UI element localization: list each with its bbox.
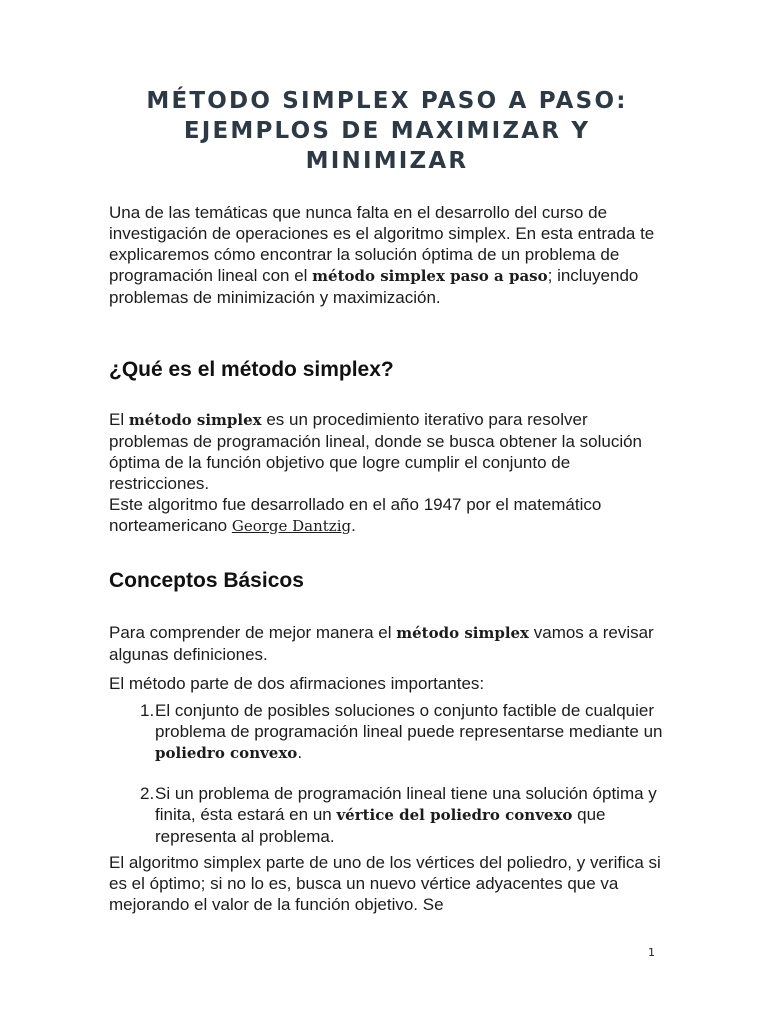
list-item-number: 1.: [140, 701, 155, 720]
page-number: 1: [648, 946, 655, 959]
what-p1-after: es un procedimiento iterativo para resolver problemas de programación lineal, donde se busca obtener la solución óptima de la función objetivo que logre cumplir el conjunto de restricciones.: [109, 410, 643, 493]
what-paragraph-1: [109, 409, 665, 494]
basic-paragraph-1: [109, 622, 665, 665]
page-title: [109, 86, 665, 176]
basic-p1-before: Para comprender de mejor manera el: [109, 623, 397, 642]
what-p1-bold-term: método simplex: [128, 411, 262, 429]
intro-text-after: ; incluyendo problemas de minimización y maximización.: [109, 266, 639, 307]
what-paragraph-block: [109, 409, 665, 537]
list-item-text-before: El conjunto de posibles soluciones o conjunto factible de cualquier problema de programación lineal puede representarse mediante un: [155, 701, 663, 741]
list-item: [109, 783, 665, 847]
list-item-text-after: que representa al problema.: [155, 805, 606, 846]
list-item-text-after: .: [297, 743, 303, 762]
list-item: [109, 700, 665, 764]
title-line-1: MÉTODO SIMPLEX PASO A PASO:: [146, 88, 628, 114]
george-dantzig-link[interactable]: George Dantzig: [231, 517, 352, 535]
title-line-3: MINIMIZAR: [305, 148, 469, 174]
intro-paragraph: [109, 202, 665, 308]
list-item-bold-term: poliedro convexo: [155, 744, 298, 762]
page-content: [109, 86, 665, 915]
title-line-2: EJEMPLOS DE MAXIMIZAR Y: [183, 118, 591, 144]
basic-p1-bold-term: método simplex: [396, 624, 530, 642]
list-item-bold-term: vértice del poliedro convexo: [336, 806, 573, 824]
basic-p1-after: vamos a revisar algunas definiciones.: [109, 623, 654, 664]
section-heading-basic: Conceptos Básicos: [109, 569, 304, 592]
what-p2-before: Este algoritmo fue desarrollado en el año 1947 por el matemático norteamericano: [109, 495, 602, 535]
what-p2-after: .: [351, 516, 356, 535]
intro-bold-term: método simplex paso a paso: [312, 267, 548, 285]
section-heading-what: ¿Qué es el método simplex?: [109, 358, 394, 381]
list-item-number: 2.: [140, 784, 155, 803]
affirmations-list: [109, 700, 665, 847]
list-item-text-before: Si un problema de programación lineal tiene una solución óptima y finita, ésta estará en un: [155, 784, 657, 824]
basic-paragraph-3: El algoritmo simplex parte de uno de los vértices del poliedro, y verifica si es el óptimo; si no lo es, busca un nuevo vértice adyacentes que va mejorando el valor de la función objetivo. Se: [109, 853, 661, 914]
what-p1-before: El: [109, 410, 129, 429]
intro-text-before: Una de las temáticas que nunca falta en el desarrollo del curso de investigación de operaciones es el algoritmo simplex. En esta entrada te explicaremos cómo encontrar la solución óptima de un problema de programación lineal con el: [109, 203, 655, 285]
basic-paragraph-2: El método parte de dos afirmaciones importantes:: [109, 674, 485, 693]
what-paragraph-2: [109, 494, 665, 537]
